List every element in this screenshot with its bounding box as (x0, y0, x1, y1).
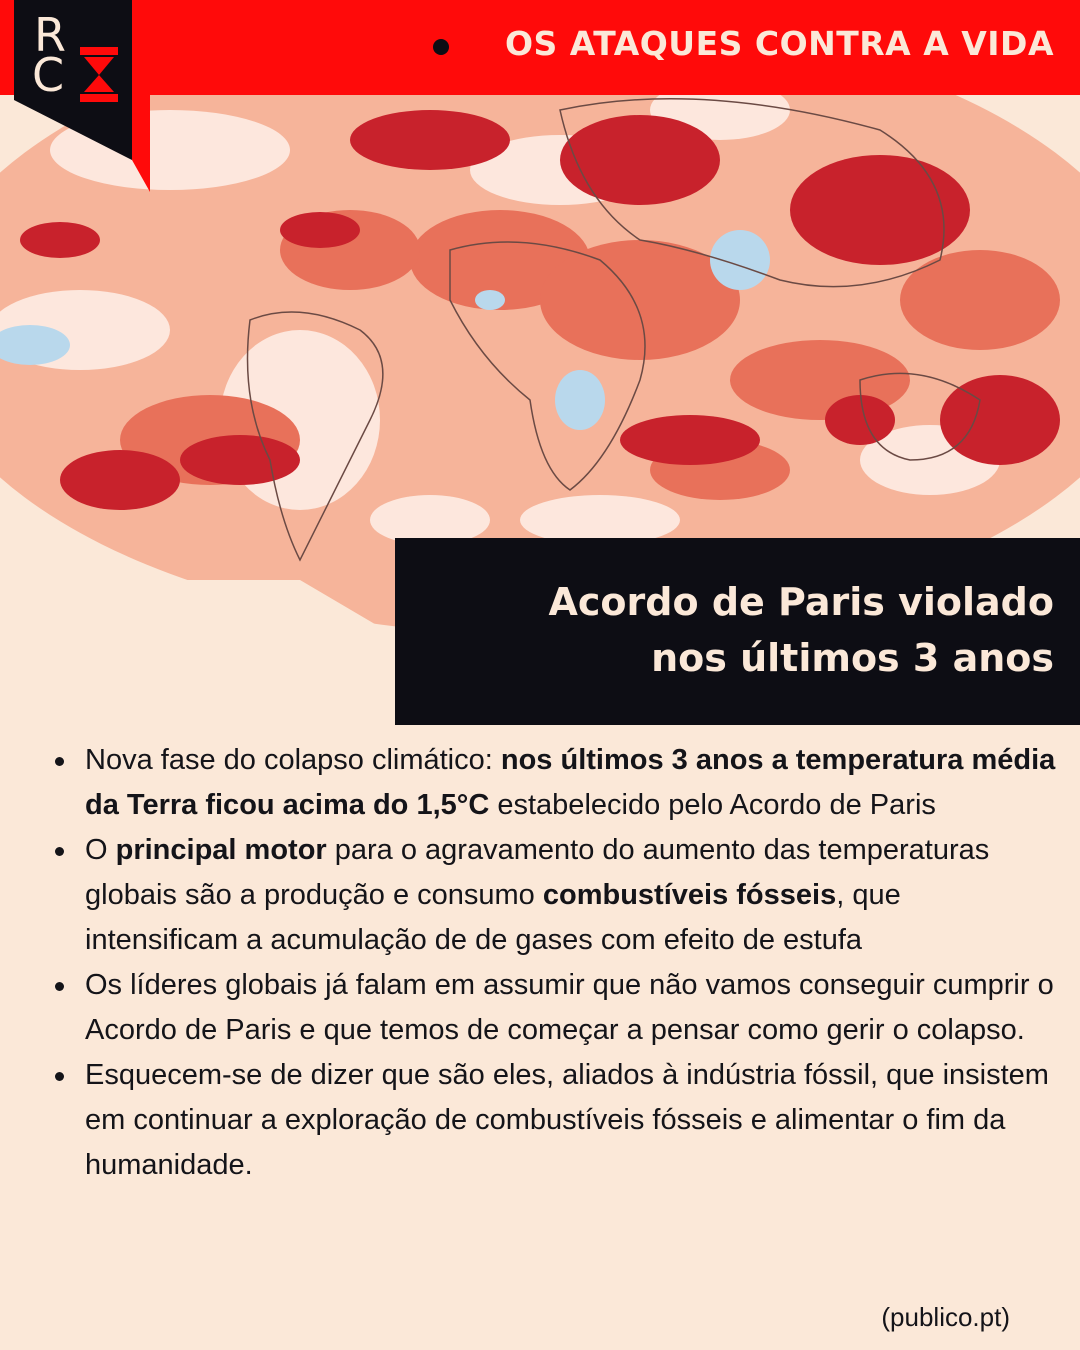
bullet-bold: nos últimos 3 anos a temperatura média da Terra ficou acima do 1,5°C (85, 744, 1056, 821)
bullet-bold: combustíveis fósseis (542, 879, 837, 911)
bullet-bold: principal motor (115, 834, 327, 866)
list-item (55, 828, 1060, 963)
list-item (55, 1053, 1060, 1188)
logo-letter-r: R (34, 8, 66, 62)
bullet-text: para o agravamento do aumento das temperaturas globais são a produção e consumo (85, 834, 990, 911)
list-item (55, 963, 1060, 1053)
bullet-text: Nova fase do colapso climático: (85, 744, 501, 776)
headline-line-2: nos últimos 3 anos (651, 636, 1054, 680)
bullet-list (55, 738, 1060, 1188)
source-credit: (publico.pt) (881, 1302, 1010, 1332)
bullet-text: , que intensificam a acumulação de de gases com efeito de estufa (85, 879, 901, 956)
header-title: OS ATAQUES CONTRA A VIDA (504, 24, 1054, 63)
bullet-text: O (85, 834, 116, 866)
bullet-text: Os líderes globais já falam em assumir que não vamos conseguir cumprir o Acordo de Paris e que temos de começar a pensar como gerir o colapso. (85, 969, 1054, 1046)
bullet-dot-icon (433, 39, 449, 55)
bullet-text: estabelecido pelo Acordo de Paris (489, 789, 936, 821)
header-banner (0, 0, 1080, 95)
headline-line-1: Acordo de Paris violado (548, 580, 1054, 624)
bullet-text: Esquecem-se de dizer que são eles, aliados à indústria fóssil, que insistem em continuar a exploração de combustíveis fósseis e alimentar o fim da humanidade. (85, 1059, 1049, 1181)
logo-letter-c: C (32, 48, 65, 102)
headline-box (395, 538, 1080, 725)
list-item (55, 738, 1060, 828)
logo (14, 0, 134, 165)
